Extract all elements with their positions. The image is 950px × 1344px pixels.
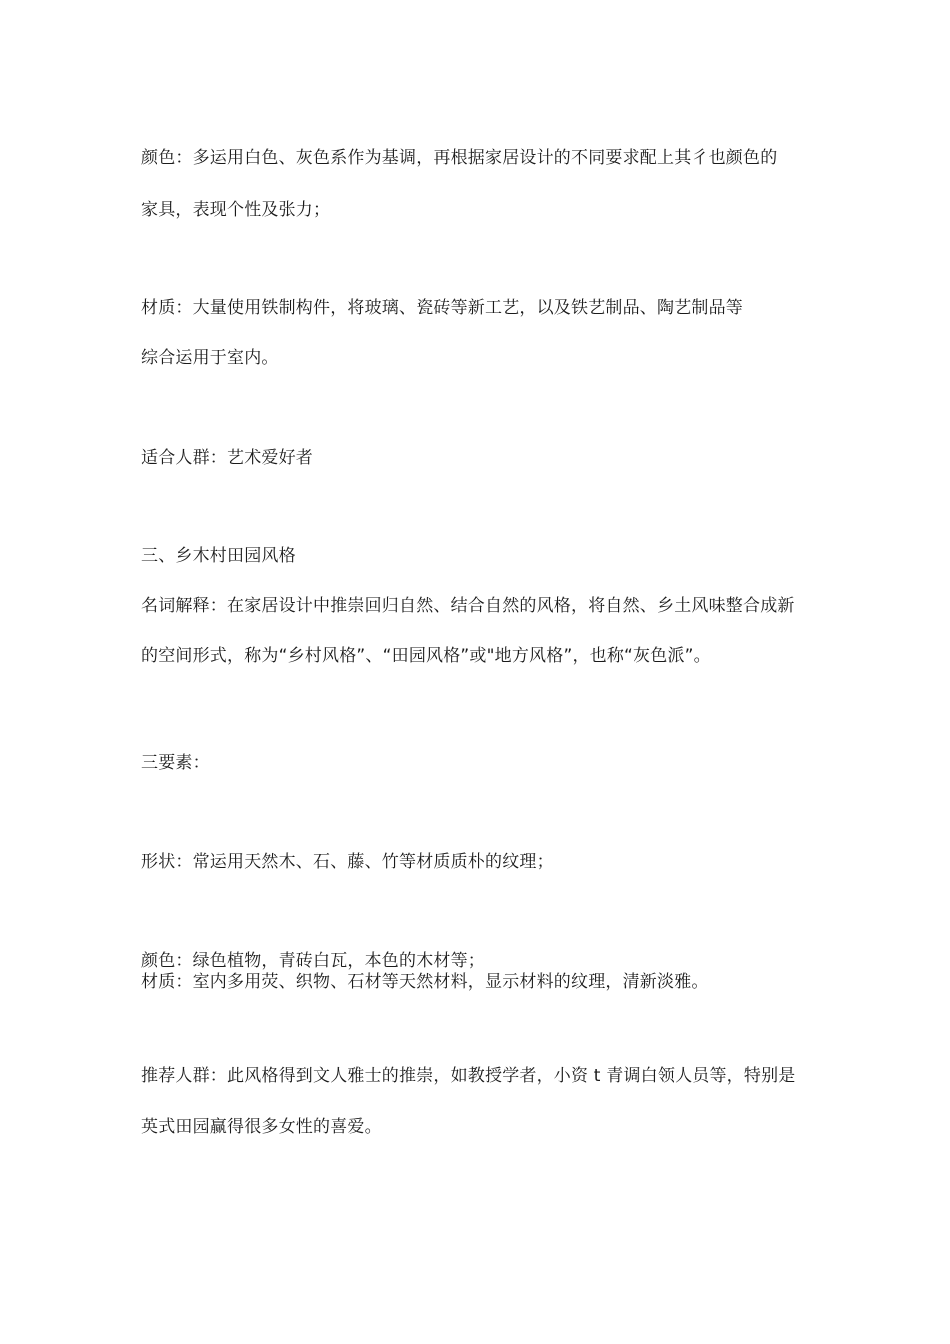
section-heading: 三、乡木村田园风格 [141,546,296,566]
paragraph-color-line-2: 家具，表现个性及张力； [141,200,331,220]
shape-line: 形状：常运用天然木、石、藤、竹等材质质朴的纹理； [141,852,554,872]
recommended-audience-line-2: 英式田园赢得很多女性的喜爱。 [141,1117,382,1137]
definition-line-2: 的空间形式，称为“乡村风格”、“田园风格”或"地方风格”，也称“灰色派”。 [141,646,711,666]
recommended-audience-line-1: 推荐人群：此风格得到文人雅士的推崇，如教授学者，小资 t 青调白领人员等，特别是 [141,1066,796,1086]
material-line: 材质：室内多用荧、织物、石材等天然材料，显示材料的纹理，清新淡雅。 [141,972,709,992]
color-line: 颜色：绿色植物，青砖白瓦，本色的木材等； [141,951,485,971]
definition-line-1: 名词解释：在家居设计中推崇回归自然、结合自然的风格，将自然、乡土风味整合成新 [141,596,795,616]
paragraph-material-line-1: 材质：大量使用铁制构件，将玻璃、瓷砖等新工艺，以及铁艺制品、陶艺制品等 [141,298,743,318]
paragraph-material-line-2: 综合运用于室内。 [141,348,279,368]
three-elements-heading: 三要素： [141,753,210,773]
paragraph-color-line-1: 颜色：多运用白色、灰色系作为基调，再根据家居设计的不同要求配上其彳也颜色的 [141,148,778,168]
suitable-audience-line: 适合人群：艺术爱好者 [141,448,313,468]
